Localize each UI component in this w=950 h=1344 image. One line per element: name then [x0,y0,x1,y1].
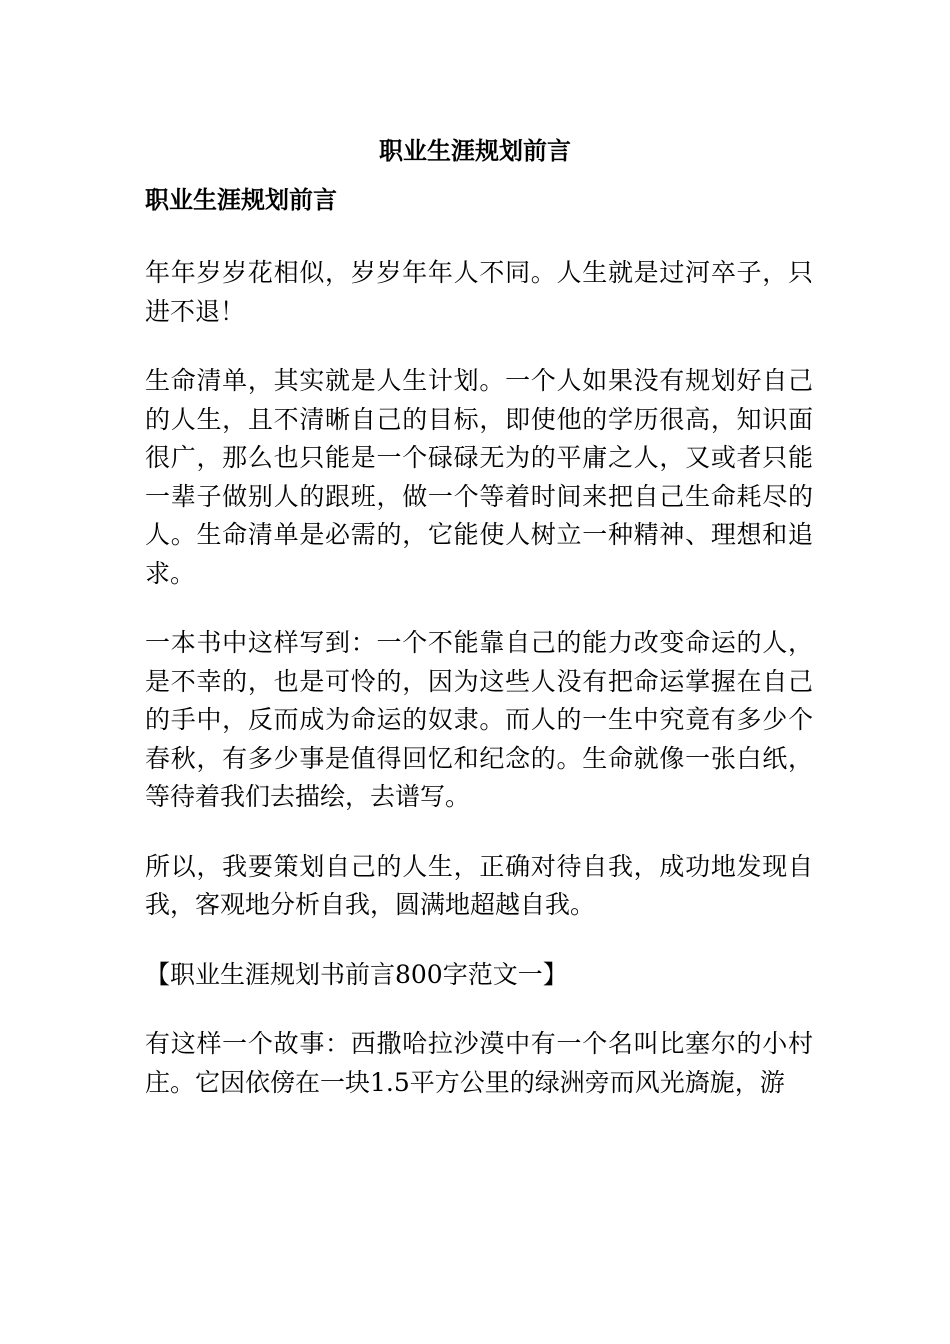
paragraph: 一本书中这样写到：一个不能靠自己的能力改变命运的人，是不幸的，也是可怜的，因为这些人没有把命运掌握在自己的手中，反而成为命运的奴隶。而人的一生中究竟有多少个春秋，有多少事是值得回忆和纪念的。生命就像一张白纸，等待着我们去描绘，去谱写。 [145,628,813,811]
document-title: 职业生涯规划前言 [379,136,571,165]
paragraph: 年年岁岁花相似，岁岁年年人不同。人生就是过河卒子，只进不退！ [145,258,813,326]
paragraph: 生命清单，其实就是人生计划。一个人如果没有规划好自己的人生，且不清晰自己的目标，即使他的学历很高，知识面很广，那么也只能是一个碌碌无为的平庸之人，又或者只能一辈子做别人的跟班，做一个等着时间来把自己生命耗尽的人。生命清单是必需的，它能使人树立一种精神、理想和追求。 [145,366,813,588]
paragraph: 有这样一个故事：西撒哈拉沙漠中有一个名叫比塞尔的小村庄。它因依傍在一块1.5平方公里的绿洲旁而风光旖旎，游 [145,1029,813,1097]
document-body [145,254,813,1102]
sample-essay-heading: 【职业生涯规划书前言800字范文一】 [145,959,568,989]
paragraph: 所以，我要策划自己的人生，正确对待自我，成功地发现自我，客观地分析自我，圆满地超越自我。 [145,851,813,919]
section-heading: 职业生涯规划前言 [145,185,337,214]
